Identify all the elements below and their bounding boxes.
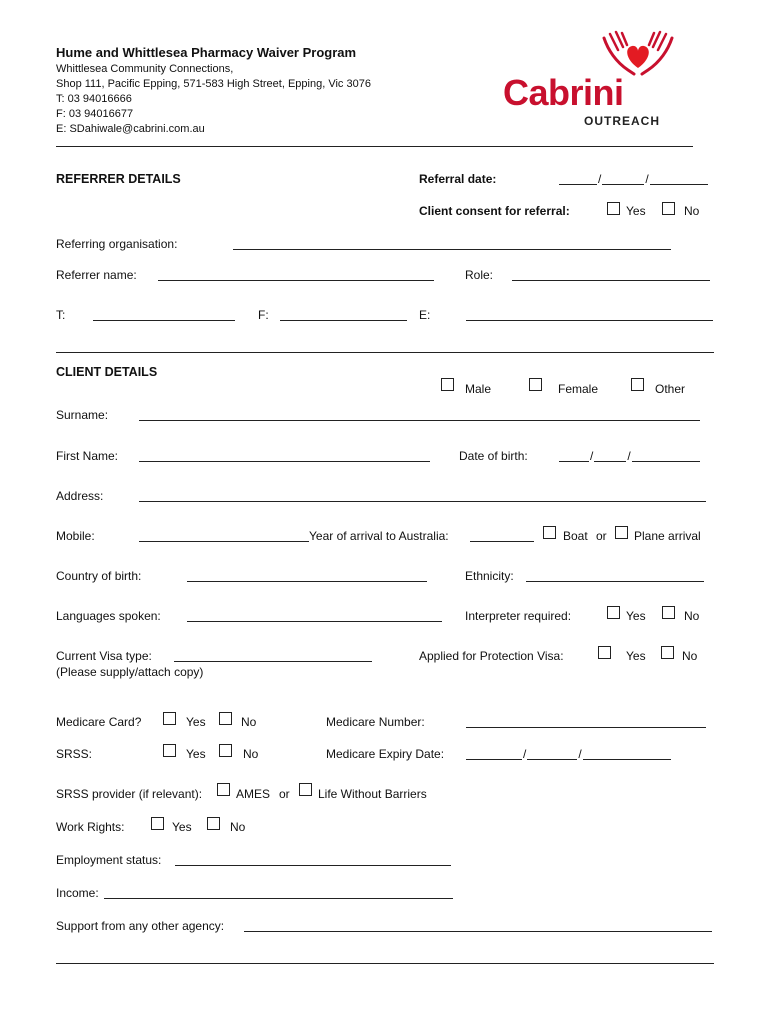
- first-name-label: First Name:: [56, 449, 119, 463]
- consent-label: Client consent for referral:: [419, 204, 570, 218]
- visa-field[interactable]: [174, 661, 372, 662]
- role-field[interactable]: [512, 280, 710, 281]
- protection-visa-label: Applied for Protection Visa:: [419, 649, 564, 663]
- work-rights-no-checkbox[interactable]: [207, 817, 220, 830]
- dob-label: Date of birth:: [459, 449, 528, 463]
- medicare-expiry-field[interactable]: / /: [466, 747, 671, 760]
- plane-checkbox[interactable]: [615, 526, 628, 539]
- employment-field[interactable]: [175, 865, 451, 866]
- ames-label: AMES: [236, 787, 271, 801]
- support-agency-field[interactable]: [244, 931, 712, 932]
- medicare-card-yes-label: Yes: [186, 715, 206, 729]
- surname-field[interactable]: [139, 420, 700, 421]
- referrer-fax-field[interactable]: [280, 320, 407, 321]
- year-arrival-label: Year of arrival to Australia:: [309, 529, 449, 543]
- interpreter-label: Interpreter required:: [465, 609, 572, 623]
- work-rights-label: Work Rights:: [56, 820, 125, 834]
- referrer-phone-label: T:: [56, 308, 66, 322]
- referring-org-field[interactable]: [233, 249, 671, 250]
- gender-female-label: Female: [558, 382, 599, 396]
- logo-subtitle: OUTREACH: [584, 114, 660, 128]
- interpreter-yes-checkbox[interactable]: [607, 606, 620, 619]
- gender-other-checkbox[interactable]: [631, 378, 644, 391]
- referrer-name-field[interactable]: [158, 280, 434, 281]
- plane-label: Plane arrival: [634, 529, 701, 543]
- referral-date-label: Referral date:: [419, 172, 497, 186]
- consent-no-label: No: [684, 204, 700, 218]
- support-agency-field-continued[interactable]: [56, 963, 714, 964]
- employment-label: Employment status:: [56, 853, 162, 867]
- gender-other-label: Other: [655, 382, 686, 396]
- referrer-email-label: E:: [419, 308, 431, 322]
- address-field[interactable]: [139, 501, 706, 502]
- surname-label: Surname:: [56, 408, 109, 422]
- languages-label: Languages spoken:: [56, 609, 161, 623]
- ames-checkbox[interactable]: [217, 783, 230, 796]
- header-divider: [56, 146, 693, 147]
- gender-male-label: Male: [465, 382, 492, 396]
- lwb-label: Life Without Barriers: [318, 787, 427, 801]
- srss-or-label: or: [279, 787, 290, 801]
- country-field[interactable]: [187, 581, 427, 582]
- income-label: Income:: [56, 886, 99, 900]
- support-agency-label: Support from any other agency:: [56, 919, 225, 933]
- gender-female-checkbox[interactable]: [529, 378, 542, 391]
- interpreter-no-label: No: [684, 609, 700, 623]
- country-label: Country of birth:: [56, 569, 142, 583]
- consent-yes-label: Yes: [626, 204, 646, 218]
- year-arrival-field[interactable]: [470, 541, 534, 542]
- protection-yes-checkbox[interactable]: [598, 646, 611, 659]
- org-name: Whittlesea Community Connections,: [56, 63, 234, 75]
- protection-yes-label: Yes: [626, 649, 646, 663]
- dob-field[interactable]: / /: [559, 449, 700, 462]
- referrer-phone-field[interactable]: [93, 320, 235, 321]
- org-address: Shop 111, Pacific Epping, 571-583 High Street, Epping, Vic 3076: [56, 78, 371, 90]
- protection-no-checkbox[interactable]: [661, 646, 674, 659]
- consent-no-checkbox[interactable]: [662, 202, 675, 215]
- client-section-title: CLIENT DETAILS: [56, 365, 158, 379]
- address-label: Address:: [56, 489, 104, 503]
- boat-label: Boat: [563, 529, 588, 543]
- work-rights-yes-checkbox[interactable]: [151, 817, 164, 830]
- referrer-name-label: Referrer name:: [56, 268, 137, 282]
- gender-male-checkbox[interactable]: [441, 378, 454, 391]
- mobile-label: Mobile:: [56, 529, 95, 543]
- srss-no-label: No: [243, 747, 259, 761]
- form-title: Hume and Whittlesea Pharmacy Waiver Program: [56, 45, 357, 60]
- referral-date-field[interactable]: / /: [559, 172, 708, 185]
- medicare-card-label: Medicare Card?: [56, 715, 142, 729]
- ethnicity-field[interactable]: [526, 581, 704, 582]
- org-phone: T: 03 94016666: [56, 93, 132, 105]
- org-email: E: SDahiwale@cabrini.com.au: [56, 123, 205, 135]
- ethnicity-label: Ethnicity:: [465, 569, 514, 583]
- medicare-number-field[interactable]: [466, 727, 706, 728]
- or-label: or: [596, 529, 607, 543]
- srss-yes-checkbox[interactable]: [163, 744, 176, 757]
- boat-checkbox[interactable]: [543, 526, 556, 539]
- org-fax: F: 03 94016677: [56, 108, 134, 120]
- srss-label: SRSS:: [56, 747, 93, 761]
- srss-yes-label: Yes: [186, 747, 206, 761]
- medicare-card-yes-checkbox[interactable]: [163, 712, 176, 725]
- languages-field[interactable]: [187, 621, 442, 622]
- role-label: Role:: [465, 268, 494, 282]
- section-divider: [56, 352, 714, 353]
- logo-wordmark: Cabrini: [503, 72, 624, 113]
- medicare-expiry-label: Medicare Expiry Date:: [326, 747, 445, 761]
- mobile-field[interactable]: [139, 541, 309, 542]
- income-field[interactable]: [104, 898, 453, 899]
- referrer-fax-label: F:: [258, 308, 269, 322]
- lwb-checkbox[interactable]: [299, 783, 312, 796]
- visa-label: Current Visa type:: [56, 649, 152, 663]
- protection-no-label: No: [682, 649, 698, 663]
- referrer-section-title: REFERRER DETAILS: [56, 172, 181, 186]
- medicare-card-no-checkbox[interactable]: [219, 712, 232, 725]
- work-rights-yes-label: Yes: [172, 820, 192, 834]
- visa-note: (Please supply/attach copy): [56, 665, 204, 679]
- srss-no-checkbox[interactable]: [219, 744, 232, 757]
- medicare-number-label: Medicare Number:: [326, 715, 425, 729]
- interpreter-yes-label: Yes: [626, 609, 646, 623]
- referrer-email-field[interactable]: [466, 320, 713, 321]
- medicare-card-no-label: No: [241, 715, 257, 729]
- referring-org-label: Referring organisation:: [56, 237, 178, 251]
- interpreter-no-checkbox[interactable]: [662, 606, 675, 619]
- first-name-field[interactable]: [139, 461, 430, 462]
- work-rights-no-label: No: [230, 820, 246, 834]
- srss-provider-label: SRSS provider (if relevant):: [56, 787, 203, 801]
- consent-yes-checkbox[interactable]: [607, 202, 620, 215]
